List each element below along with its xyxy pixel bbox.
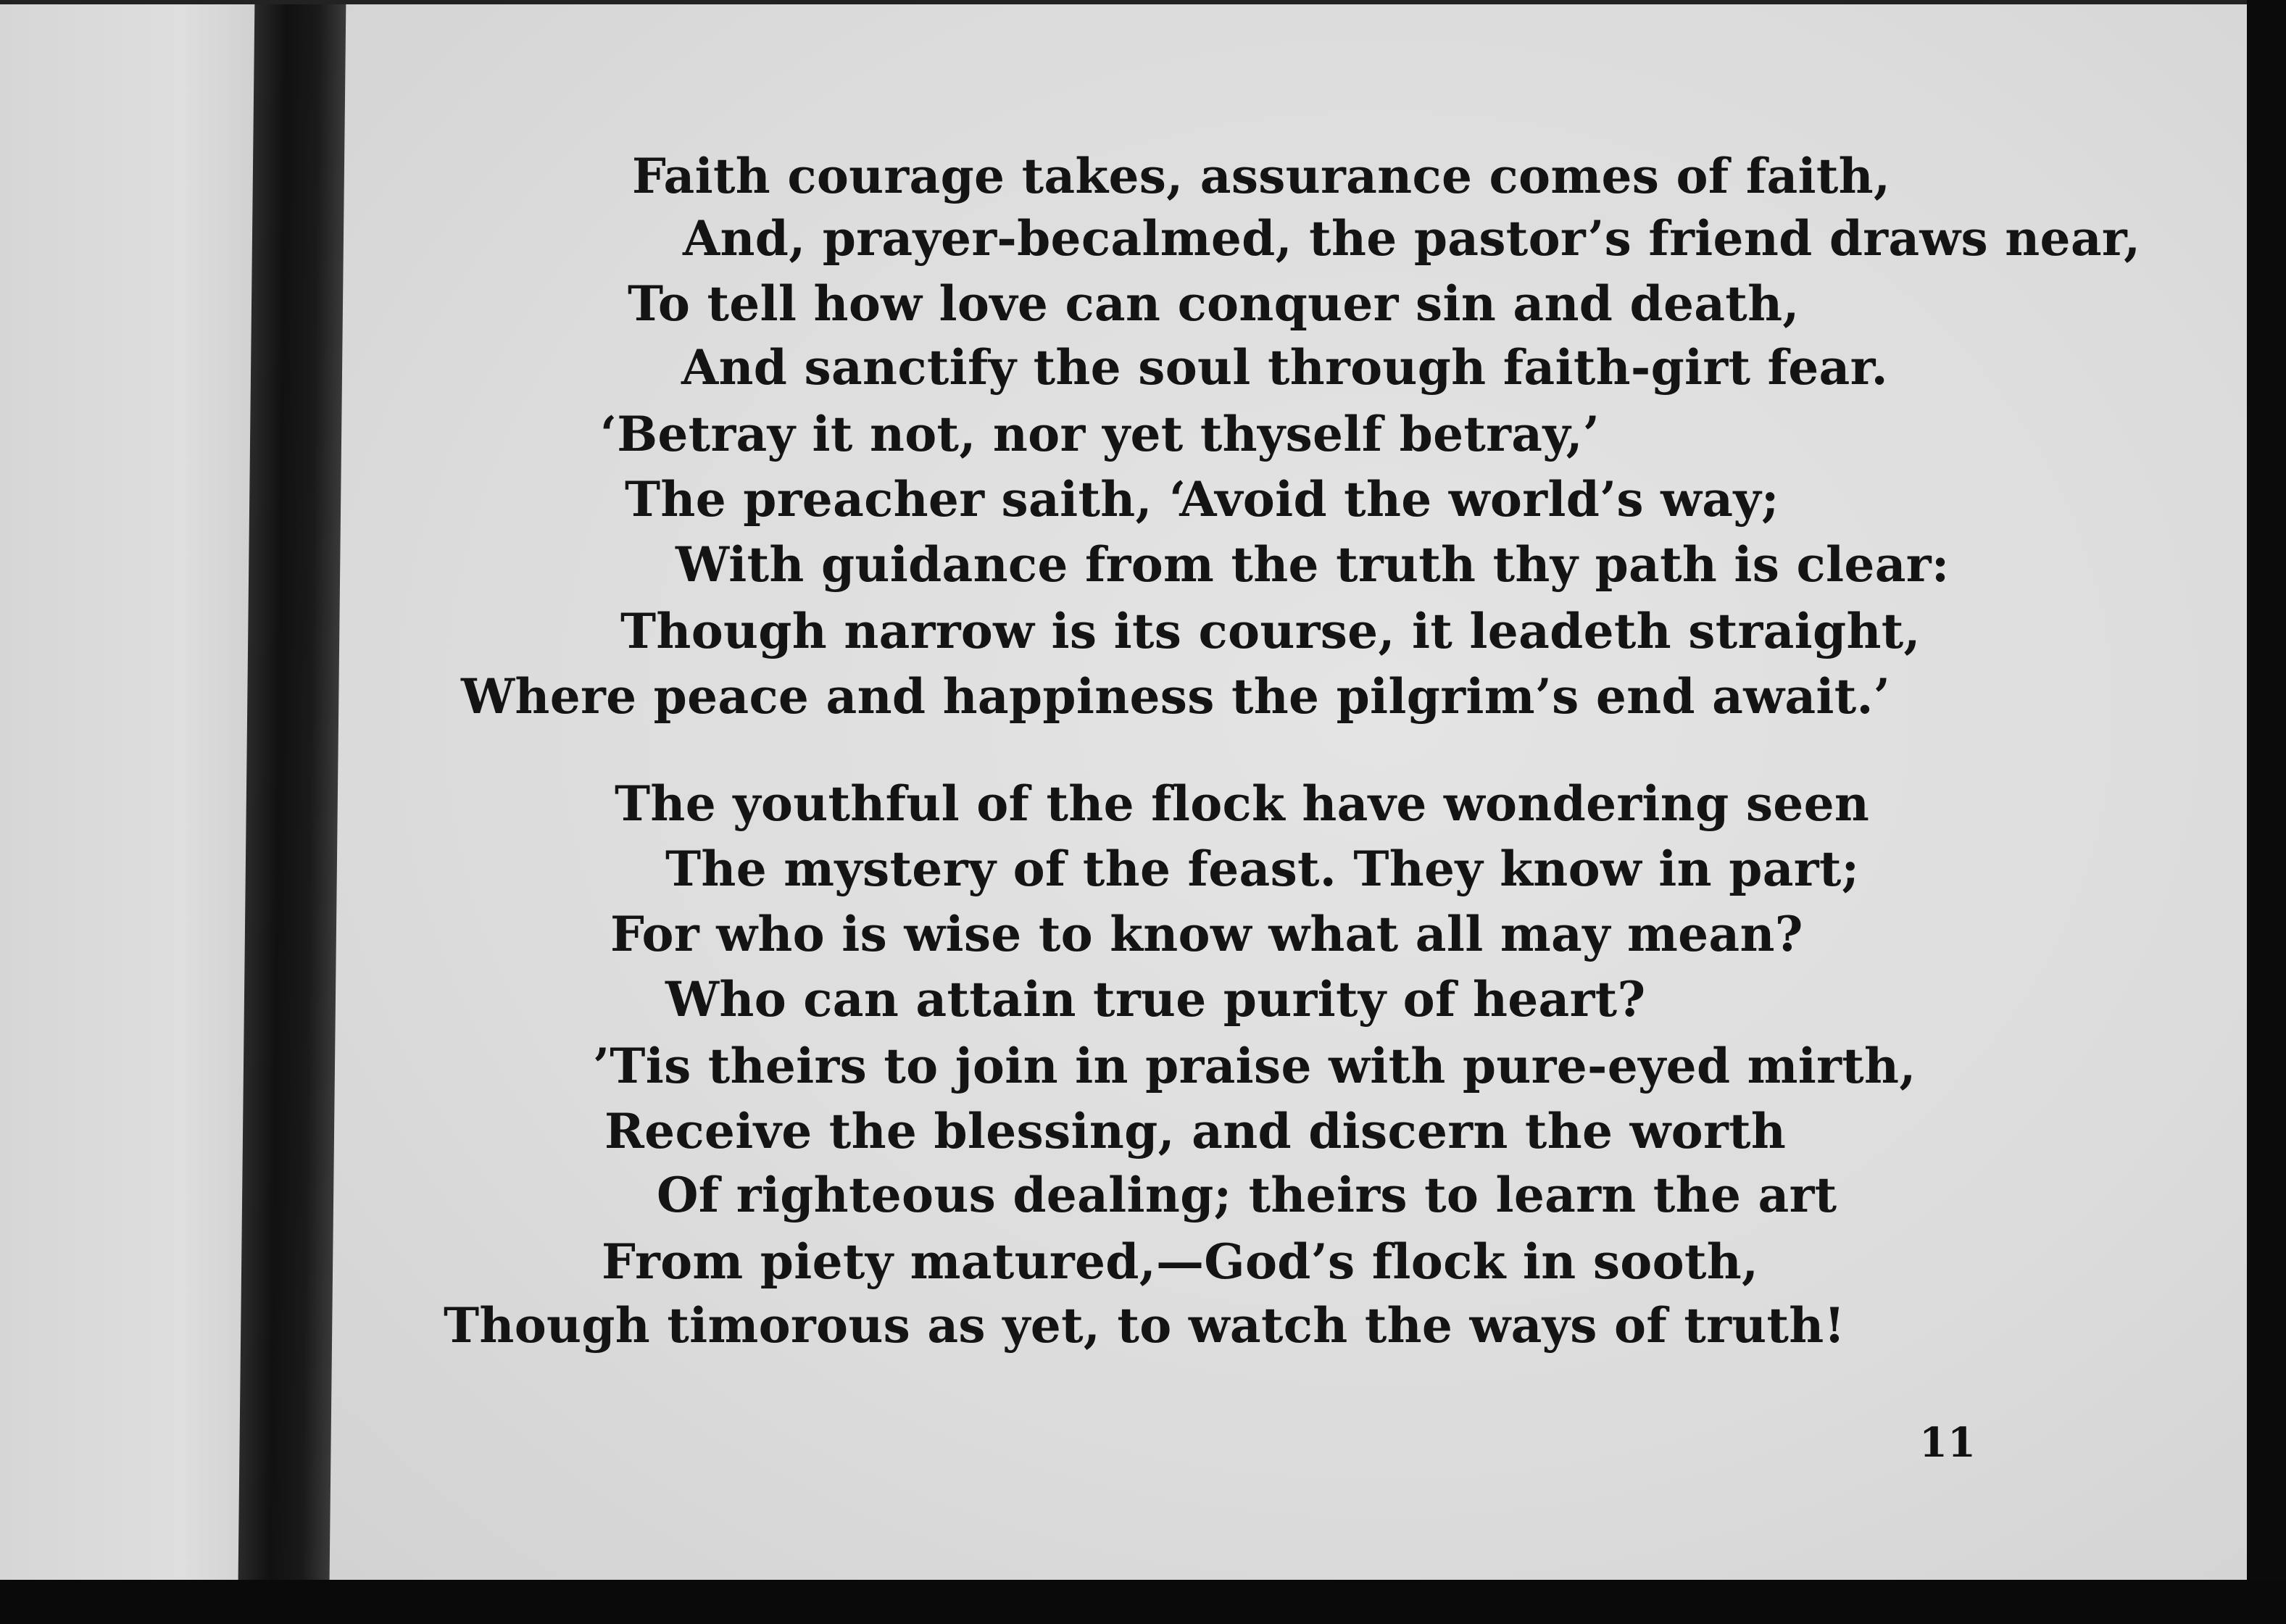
poem-line: For who is wise to know what all may mean?	[610, 906, 1803, 962]
poem-line: The youthful of the flock have wondering seen	[615, 775, 1870, 832]
poem-line: Of righteous dealing; theirs to learn the art	[657, 1167, 1837, 1223]
page-number: 11	[1919, 1419, 1976, 1467]
poem-line: To tell how love can conquer sin and death,	[628, 275, 1800, 332]
poem-line: And sanctify the soul through faith-girt fear.	[681, 339, 1888, 396]
poem-line: Though narrow is its course, it leadeth straight,	[620, 603, 1921, 659]
poem-line: With guidance from the truth thy path is clear:	[676, 536, 1950, 593]
poem-line: Though timorous as yet, to watch the ways of truth!	[444, 1297, 1845, 1354]
poem-line: The preacher saith, ‘Avoid the world’s way;	[625, 471, 1779, 528]
poem-line: ‘Betray it not, nor yet thyself betray,’	[600, 406, 1600, 462]
poem-line: The mystery of the feast. They know in part;	[665, 841, 1860, 897]
poem-line: From piety matured,—God’s flock in sooth,	[602, 1233, 1759, 1290]
poem-line: ’Tis theirs to join in praise with pure-eyed mirth,	[593, 1038, 1916, 1094]
poem-line: Who can attain true purity of heart?	[665, 971, 1646, 1028]
poem-line: Where peace and happiness the pilgrim’s end await.’	[461, 668, 1891, 725]
poem-line: And, prayer-becalmed, the pastor’s friend draws near,	[683, 210, 2141, 267]
poem-line: Receive the blessing, and discern the worth	[604, 1103, 1787, 1159]
poem-line: Faith courage takes, assurance comes of faith,	[632, 148, 1891, 204]
